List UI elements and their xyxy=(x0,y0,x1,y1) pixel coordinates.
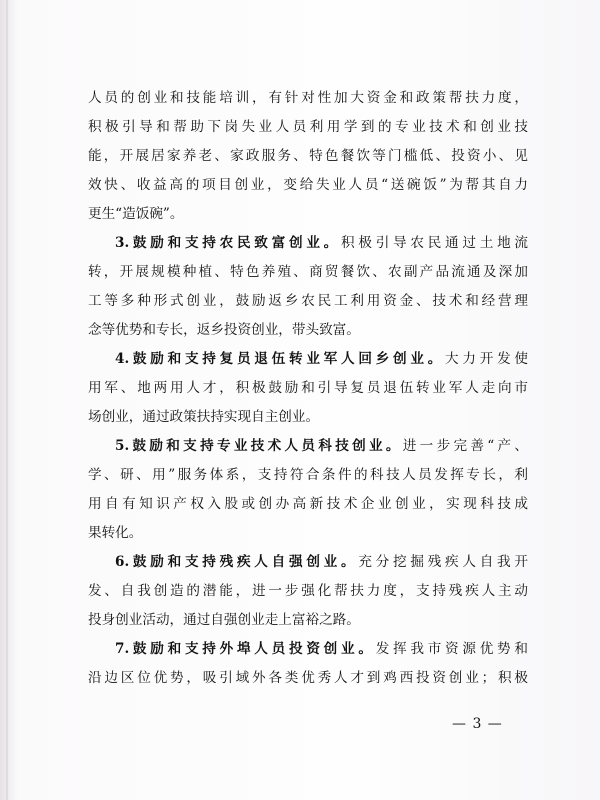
paragraph-4-line-1 xyxy=(88,345,528,374)
paragraph-4-line-2: 用军、地两用人才，积极鼓励和引导复员退伍转业军人走向市 xyxy=(88,380,528,396)
paragraph-3-heading: 3.鼓励和支持农民致富创业。 xyxy=(115,235,342,251)
paragraph-1-line-3: 能，开展居家养老、家政服务、特色餐饮等门槛低、投资小、见 xyxy=(88,148,528,164)
paragraph-4-lead: 大力开发使 xyxy=(445,351,528,367)
paragraph-5-line-1 xyxy=(88,432,528,461)
paragraph-5-line-2: 学、研、用”服务体系，支持符合条件的科技人员发挥专长，利 xyxy=(88,467,528,483)
paragraph-7-heading: 7.鼓励和支持外埠人员投资创业。 xyxy=(115,641,376,657)
paragraph-7-line-1 xyxy=(88,635,528,664)
paragraph-5-heading: 5.鼓励和支持专业技术人员科技创业。 xyxy=(115,438,403,454)
paragraph-6-heading: 6.鼓励和支持残疾人自强创业。 xyxy=(115,554,359,570)
paragraph-6-line-2: 发、自我创造的潜能，进一步强化帮扶力度，支持残疾人主动 xyxy=(88,583,528,599)
paragraph-7-line-2: 沿边区位优势，吸引域外各类优秀人才到鸡西投资创业；积极 xyxy=(88,670,528,686)
paragraph-1-line-2: 积极引导和帮助下岗失业人员利用学到的专业技术和创业技 xyxy=(88,119,528,135)
paragraph-3-line-4: 念等优势和专长，返乡投资创业，带头致富。 xyxy=(88,322,360,338)
paragraph-6-line-3: 投身创业活动，通过自强创业走上富裕之路。 xyxy=(88,612,360,628)
paragraph-1-line-5: 更生“造饭碗”。 xyxy=(88,206,184,222)
paragraph-5-line-3: 用自有知识产权入股或创办高新技术企业创业，实现科技成 xyxy=(88,496,528,512)
paragraph-4-line-3: 场创业，通过政策扶持实现自主创业。 xyxy=(88,409,320,425)
paragraph-1-line-1: 人员的创业和技能培训，有针对性加大资金和政策帮扶力度， xyxy=(88,90,528,106)
paragraph-7-lead: 发挥我市资源优势和 xyxy=(375,641,528,657)
paragraph-4-heading: 4.鼓励和支持复员退伍转业军人回乡创业。 xyxy=(115,351,446,367)
page-number: — 3 — xyxy=(452,716,503,732)
paragraph-3-line-3: 工等多种形式创业，鼓励返乡农民工利用资金、技术和经营理 xyxy=(88,293,528,309)
paragraph-3-lead: 积极引导农民通过土地流 xyxy=(341,235,528,251)
paragraph-3-line-1 xyxy=(88,229,528,258)
paragraph-1-line-4: 效快、收益高的项目创业，变给失业人员“送碗饭”为帮其自力 xyxy=(88,177,528,193)
paragraph-6-line-1 xyxy=(88,548,528,577)
body-text xyxy=(88,84,528,693)
paragraph-3-line-2: 转，开展规模种植、特色养殖、商贸餐饮、农副产品流通及深加 xyxy=(88,264,528,280)
paragraph-6-lead: 充分挖掘残疾人自我开 xyxy=(358,554,528,570)
paragraph-5-line-4: 果转化。 xyxy=(88,525,143,541)
paragraph-5-lead: 进一步完善“产、 xyxy=(402,438,528,454)
